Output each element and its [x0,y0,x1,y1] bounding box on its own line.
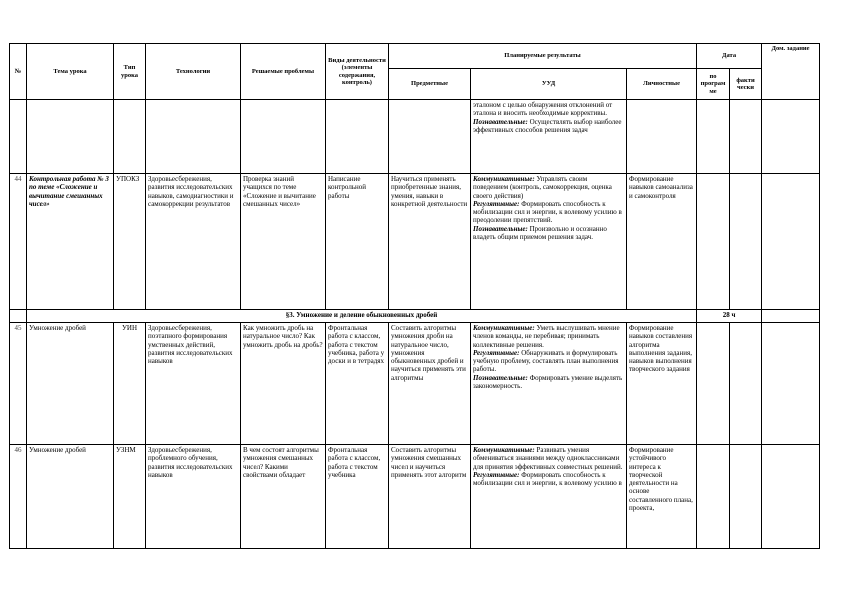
header-date: Дата [697,44,762,69]
lesson-technologies: Здоровьесбережения, развития исследовательских навыков, самодиагностики и самокоррекции результатов [146,174,241,310]
lesson-type: УЗНМ [114,445,146,549]
lesson-plan-table [9,43,820,549]
lesson-technologies: Здоровьесбережения, поэтапного формирования умственных действий, развития исследовательских навыков [146,323,241,445]
header-planned-results: Планируемые результаты [389,44,697,69]
header-row [10,44,820,69]
lesson-number: 45 [10,323,27,445]
lesson-personal-results: Формирование устойчивого интереса к творческой деятельности на основе составленного плана, проекта, [627,445,697,549]
lesson-topic: Умножение дробей [27,323,114,445]
header-date-program: по програм ме [697,69,730,100]
uud-label: Познавательные: [473,224,528,233]
lesson-subject-results: Составить алгоритмы умножения дроби на натуральное число, умножения обыкновенных дробей и научиться применять эти алгоритмы [389,323,471,445]
uud-label: Познавательные: [473,373,528,382]
header-uud: УУД [471,69,627,100]
section-row [10,310,820,323]
lesson-problems: В чем состоят алгоритмы умножения смешанных чисел? Какими свойствами обладает [241,445,326,549]
uud-text: Уметь выслушивать мнение членов команды, не перебивая; принимать коллективные решения. [473,324,620,349]
lesson-subject-results: Составить алгоритмы умножения смешанных чисел и научиться применять этот алгоритм [389,445,471,549]
header-homework: Дом. задание [762,44,820,100]
lesson-activities: Фронтальная работа с классом, работа с текстом учебника [326,445,389,549]
uud-label: Познавательные: [473,117,528,126]
header-type: Тип урока [114,44,146,100]
lesson-type: УИН [114,323,146,445]
section-hours: 28 ч [697,310,762,323]
lesson-activities: Написание контрольной работы [326,174,389,310]
header-num: № [10,44,27,100]
lesson-subject-results: Научиться применять приобретенные знания, умения, навыки в конкретной деятельности [389,174,471,310]
uud-label: Регулятивные: [473,348,520,357]
section-title: §3. Умножение и деление обыкновенных дробей [27,310,697,323]
uud-text: Формировать умение выделять закономерность. [473,373,623,390]
uud-label: Коммуникативные: [473,324,535,332]
lesson-topic: Умножение дробей [27,445,114,549]
uud-label: Коммуникативные: [473,446,535,454]
uud-text: Произвольно и осознанно владеть общим приемом решения задач. [473,224,607,241]
uud-text: Формировать способность к мобилизации сил и энергии, к волевому усилию в [473,470,622,487]
lesson-number: 46 [10,445,27,549]
lesson-type: УПОКЗ [114,174,146,310]
uud-text: Осуществлять выбор наиболее эффективных способов решения задач [473,117,622,134]
uud-label: Коммуникативные: [473,175,535,183]
lesson-uud [471,174,627,310]
lesson-technologies: Здоровьесбережения, проблемного обучения, развития исследовательских навыков [146,445,241,549]
lesson-uud [471,323,627,445]
header-date-actual: факти чески [730,69,762,100]
header-problems: Решаемые проблемы [241,44,326,100]
uud-label: Регулятивные: [473,470,520,479]
lesson-problems: Как умножить дробь на натуральное число? Как умножить дробь на дробь? [241,323,326,445]
uud-text: Формировать способность к мобилизации сил и энергии, к волевому усилию в преодолении препятствий. [473,199,622,225]
cont-uud-text: эталоном с целью обнаружения отклонений от эталона и вносить необходимые коррективы. [473,101,613,118]
table-row-46 [10,445,820,549]
lesson-problems: Проверка знаний учащихся по теме «Сложение и вычитание смешанных чисел» [241,174,326,310]
lesson-personal-results: Формирование навыков составления алгоритма выполнения задания, навыков выполнения творческого задания [627,323,697,445]
lesson-number: 44 [10,174,27,310]
header-personal-results: Личностные [627,69,697,100]
table-row-45 [10,323,820,445]
lesson-uud [471,445,627,549]
uud-label: Регулятивные: [473,199,520,208]
cont-uud-cell [471,100,627,174]
uud-text: Развивать умения обмениваться знаниями между одноклассниками для принятия эффективных совместных решений. [473,446,623,471]
table-row [10,100,820,174]
lesson-personal-results: Формирование навыков самоанализа и самоконтроля [627,174,697,310]
lesson-activities: Фронтальная работа с классом, работа с текстом учебника, работа у доски и в тетрадях [326,323,389,445]
table-row-44 [10,174,820,310]
header-activities: Виды деятельности (элементы содержания, контроль) [326,44,389,100]
uud-text: Обнаруживать и формулировать учебную проблему, составлять план выполнения работы. [473,348,619,374]
uud-text: Управлять своим поведением (контроль, самокоррекция, оценка своего действия) [473,175,612,200]
header-technologies: Технологии [146,44,241,100]
header-subject-results: Предметные [389,69,471,100]
lesson-topic: Контрольная работа № 3 по теме «Сложение и вычитание смешанных чисел» [27,174,114,310]
header-topic: Тема урока [27,44,114,100]
